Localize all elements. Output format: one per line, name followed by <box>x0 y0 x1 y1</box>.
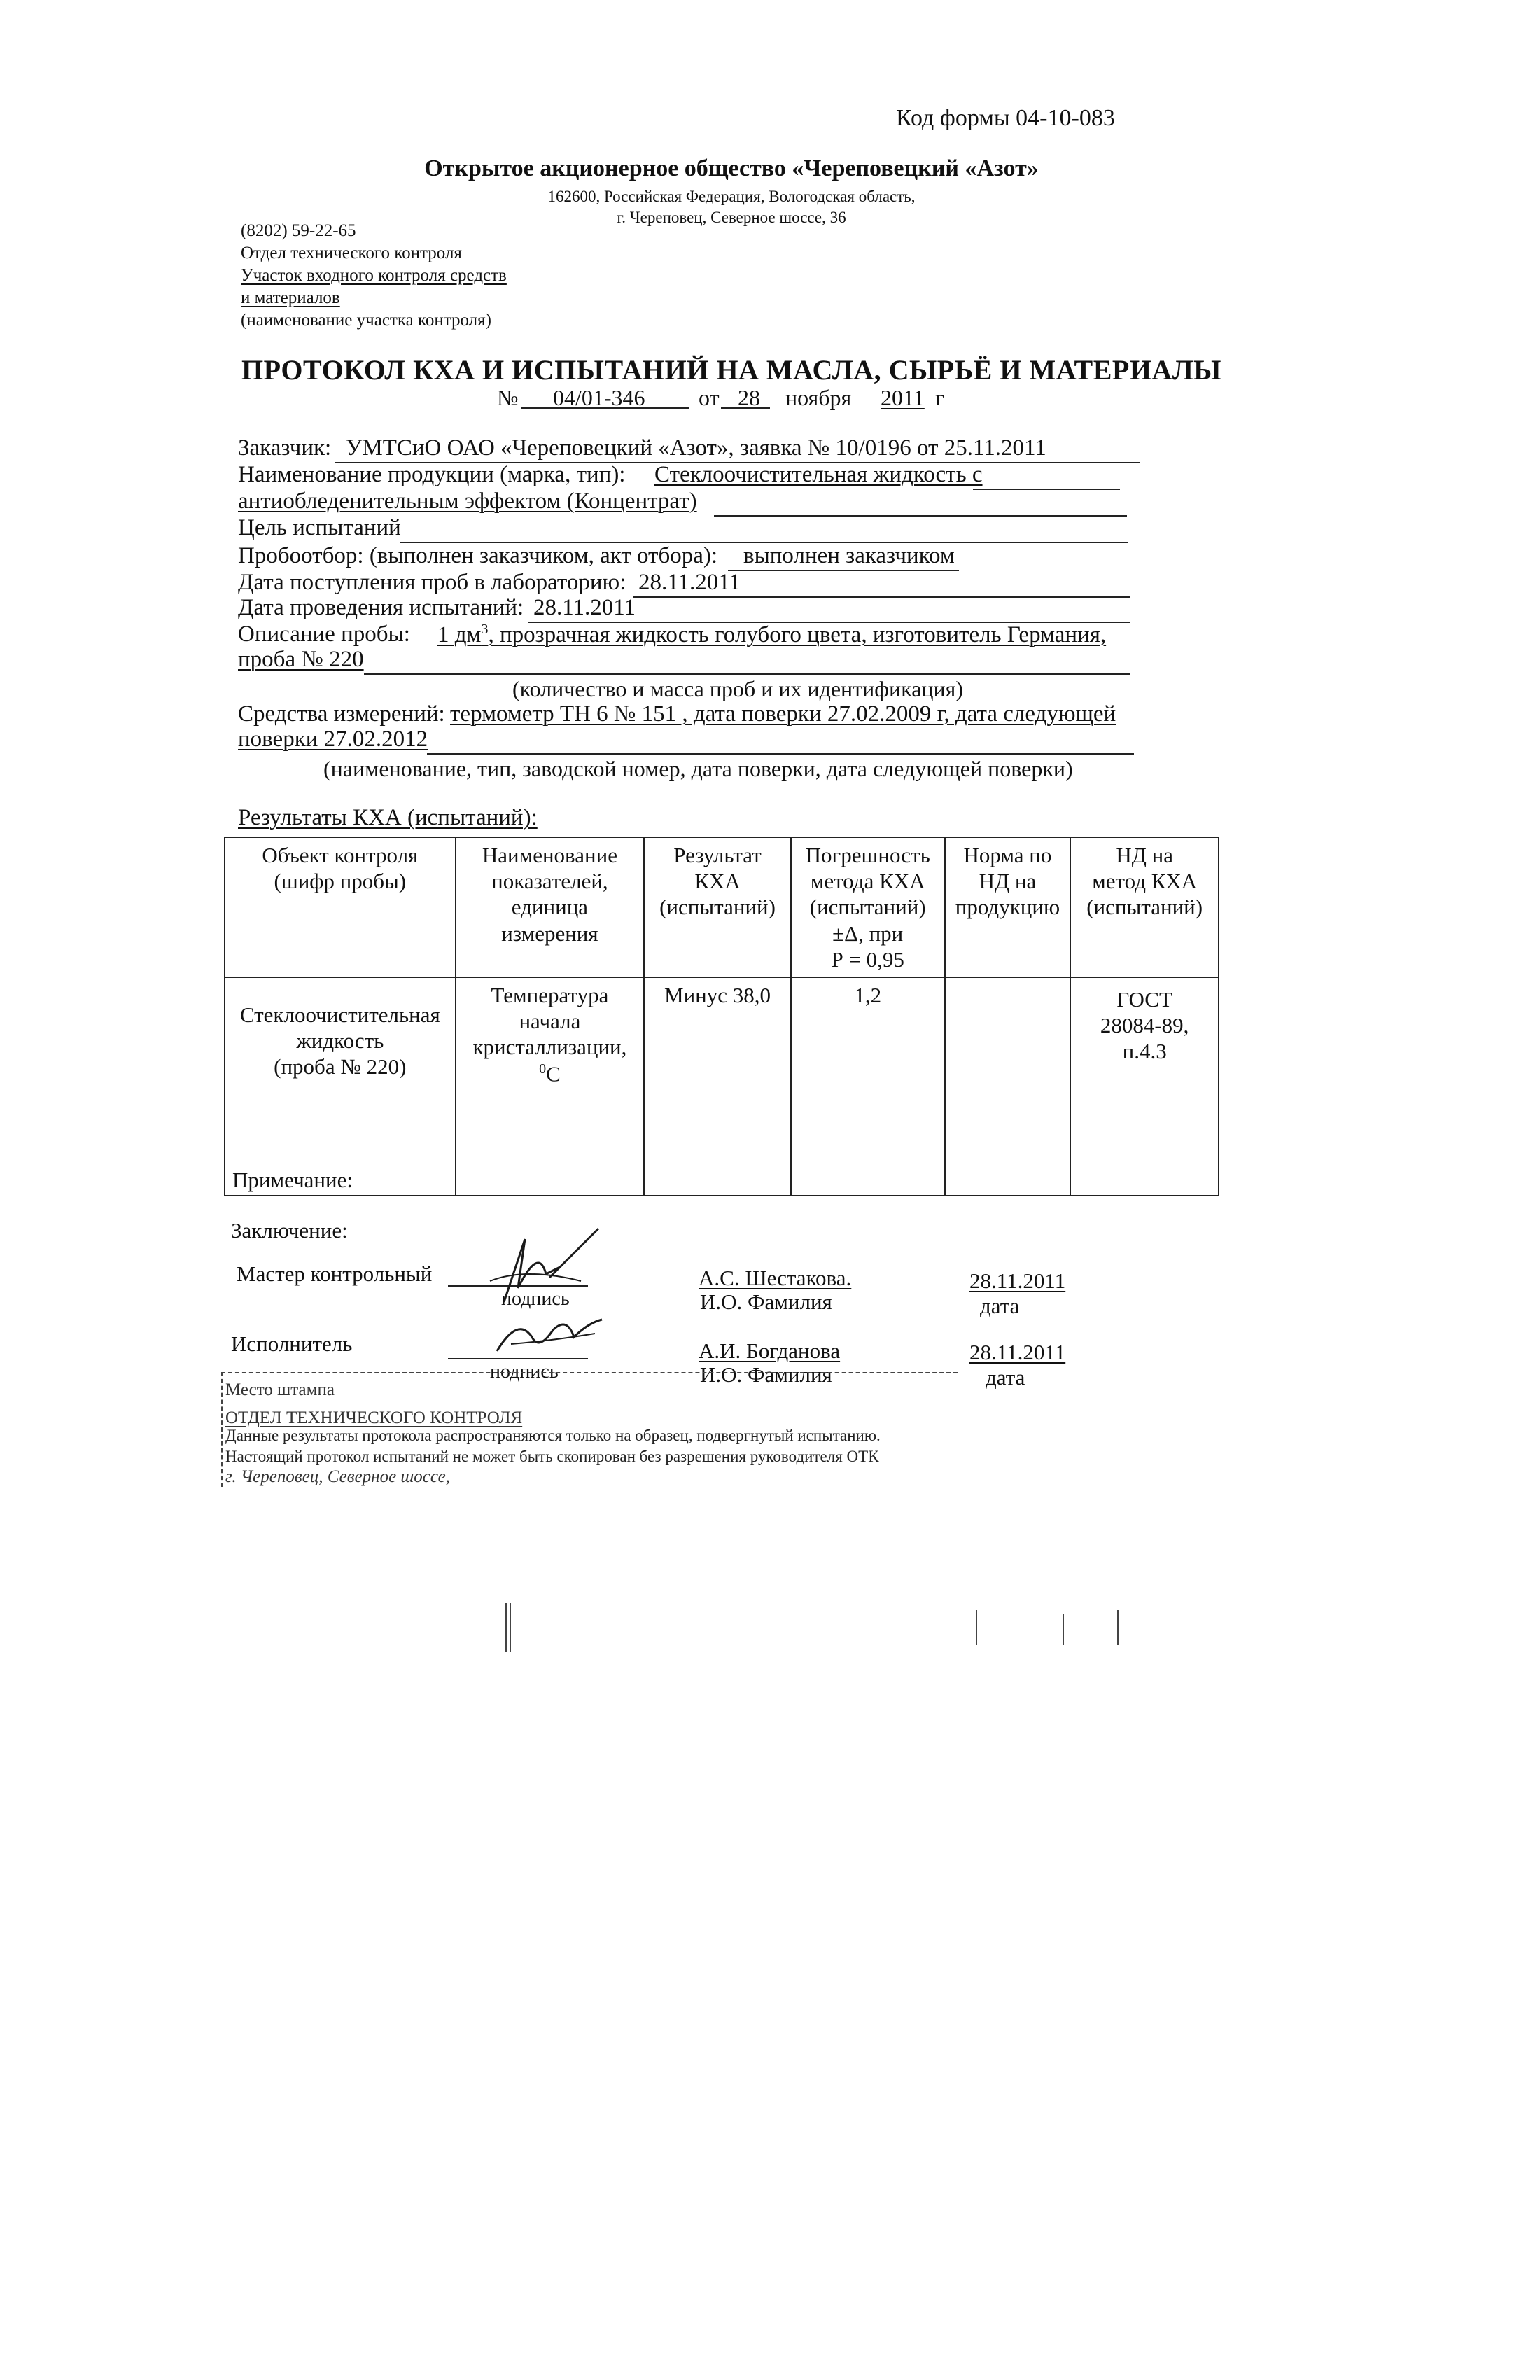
received-date-value: 28.11.2011 <box>638 570 741 595</box>
stamp-line3: г. Череповец, Северное шоссе, <box>225 1467 451 1486</box>
protocol-title: ПРОТОКОЛ КХА И ИСПЫТАНИЙ НА МАСЛА, СЫРЬЁ И МАТЕРИАЛЫ <box>241 354 1222 386</box>
instruments-label: Средства измерений: <box>238 701 445 727</box>
instruments-value-line2: поверки 27.02.2012 <box>238 727 428 752</box>
conclusion-label: Заключение: <box>231 1218 348 1242</box>
protocol-year-suffix: г <box>935 385 945 410</box>
table-row <box>225 977 1219 1196</box>
footer-note-line1: Данные результаты протокола распространяются только на образец, подвергнутый испытанию. <box>225 1427 881 1444</box>
executor-sign-caption: подпись <box>490 1361 559 1382</box>
master-sign-caption: подпись <box>501 1288 570 1310</box>
executor-role: Исполнитель <box>231 1331 353 1356</box>
scan-mark <box>505 1603 507 1652</box>
executor-date: 28.11.2011 <box>969 1340 1066 1364</box>
cell-indicator: Температура начала кристаллизации, $^0$С <box>456 977 645 1196</box>
scan-mark <box>976 1610 977 1645</box>
col-header-result: Результат КХА (испытаний) <box>644 837 791 977</box>
purpose-label: Цель испытаний <box>238 515 401 540</box>
cell-norm <box>945 977 1071 1196</box>
cell-method: ГОСТ 28084-89, п.4.3 <box>1070 977 1219 1196</box>
master-name-caption: И.О. Фамилия <box>700 1289 832 1314</box>
col-header-norm: Норма по НД на продукцию <box>945 837 1071 977</box>
protocol-year: 2011 <box>881 385 925 410</box>
instruments-value-line1: термометр ТН 6 № 151 , дата поверки 27.02.2009 г, дата следующей <box>450 701 1116 727</box>
product-value-line1: Стеклоочистительная жидкость с <box>654 462 983 487</box>
sampling-value: выполнен заказчиком <box>743 543 955 568</box>
executor-name-caption: И.О. Фамилия <box>700 1362 832 1387</box>
master-name: А.С. Шестакова. <box>699 1266 852 1290</box>
protocol-number-label: № <box>497 385 519 410</box>
customer-label: Заказчик: <box>238 435 332 461</box>
col-header-method: НД на метод КХА (испытаний) <box>1070 837 1219 977</box>
results-header-row <box>225 837 1219 977</box>
sample-description-line2: проба № 220 <box>238 647 364 672</box>
organization-name: Открытое акционерное общество «Череповецкий «Азот» <box>424 155 1039 181</box>
cell-object: Стеклоочистительная жидкость (проба № 220) <box>225 977 456 1196</box>
product-label: Наименование продукции (марка, тип): <box>238 462 626 487</box>
organization-address-line1: 162600, Российская Федерация, Вологодская область, <box>547 188 916 205</box>
results-table <box>224 836 1219 1196</box>
organization-address-line2: г. Череповец, Северное шоссе, 36 <box>617 209 846 226</box>
protocol-number: 04/01-346 <box>553 385 645 410</box>
control-section-line2: и материалов <box>241 288 340 307</box>
master-date: 28.11.2011 <box>969 1268 1066 1293</box>
master-role: Мастер контрольный <box>237 1261 433 1286</box>
protocol-month: ноября <box>785 385 852 410</box>
product-value-line2: антиобледенительным эффектом (Концентрат) <box>238 489 697 514</box>
sample-description-caption: (количество и масса проб и их идентификация) <box>512 676 964 701</box>
cell-result: Минус 38,0 <box>644 977 791 1196</box>
col-header-indicator: Наименование показателей, единица измерения <box>456 837 645 977</box>
instruments-caption: (наименование, тип, заводской номер, дата поверки, дата следующей поверки) <box>323 756 1073 781</box>
executor-signature-mark <box>490 1309 609 1365</box>
executor-date-caption: дата <box>986 1365 1026 1390</box>
note-label: Примечание: <box>232 1168 353 1192</box>
col-header-error: Погрешность метода КХА (испытаний) ±Δ, при Р = 0,95 <box>791 837 945 977</box>
stamp-line2: ОТДЕЛ ТЕХНИЧЕСКОГО КОНТРОЛЯ <box>225 1408 523 1427</box>
department-name: Отдел технического контроля <box>241 244 462 262</box>
control-section-line1: Участок входного контроля средств <box>241 266 507 285</box>
scan-mark <box>510 1603 511 1652</box>
phone-number: (8202) 59-22-65 <box>241 221 356 240</box>
scan-mark <box>1117 1610 1119 1645</box>
scan-mark <box>1063 1614 1064 1645</box>
sample-description-label: Описание пробы: <box>238 622 410 647</box>
master-date-caption: дата <box>980 1294 1020 1318</box>
protocol-from-label: от <box>699 385 720 410</box>
footer-note-line2: Настоящий протокол испытаний не может быть скопирован без разрешения руководителя ОТК <box>225 1448 879 1465</box>
stamp-line1: Место штампа <box>225 1380 335 1399</box>
col-header-object: Объект контроля (шифр пробы) <box>225 837 456 977</box>
sampling-label: Пробоотбор: (выполнен заказчиком, акт отбора): <box>238 543 718 568</box>
customer-value: УМТСиО ОАО «Череповецкий «Азот», заявка № 10/0196 от 25.11.2011 <box>346 435 1046 461</box>
form-code: Код формы 04-10-083 <box>896 105 1115 131</box>
results-title: Результаты КХА (испытаний): <box>238 805 538 830</box>
sample-description-line1: 1 $дм^3$, прозрачная жидкость голубого цвета, изготовитель Германия, <box>438 622 1107 648</box>
test-date-label: Дата проведения испытаний: <box>238 595 524 620</box>
cell-error: 1,2 <box>791 977 945 1196</box>
executor-name: А.И. Богданова <box>699 1338 841 1363</box>
test-date-value: 28.11.2011 <box>533 595 636 620</box>
received-date-label: Дата поступления проб в лабораторию: <box>238 570 626 595</box>
protocol-day: 28 <box>738 385 760 410</box>
control-section-caption: (наименование участка контроля) <box>241 311 491 330</box>
